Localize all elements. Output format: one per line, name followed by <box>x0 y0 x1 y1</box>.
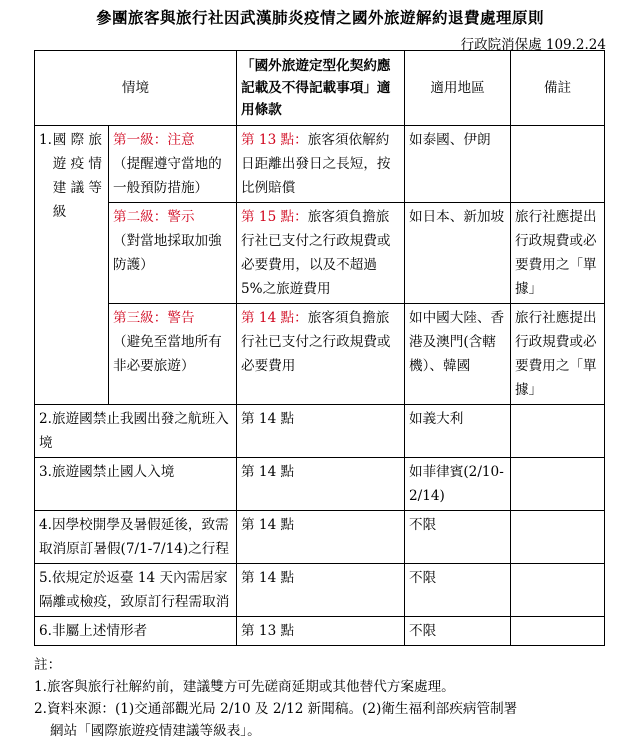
clause-point: 第 15 點： <box>241 209 308 225</box>
situation-cell: 4.因學校開學及暑假延後，致需取消原訂暑假(7/1-7/14)之行程 <box>35 511 237 564</box>
clause-point: 第 14 點： <box>241 310 308 326</box>
level-cell <box>109 126 237 203</box>
clause-cell: 第 14 點 <box>237 405 405 458</box>
table-row <box>35 405 605 458</box>
table-row-level-2 <box>35 203 605 304</box>
category-number: 1. <box>39 132 52 148</box>
region-cell: 如日本、新加坡 <box>405 203 511 304</box>
remark-cell <box>511 564 605 617</box>
notes-label: 註： <box>34 657 62 673</box>
level-cell <box>109 304 237 405</box>
level-name: 第三級：警告 <box>113 310 195 326</box>
remark-cell: 旅行社應提出行政規費或必要費用之「單據」 <box>511 304 605 405</box>
clause-cell <box>237 203 405 304</box>
header-remark: 備註 <box>511 51 605 126</box>
refund-principles-table <box>34 50 605 646</box>
level-desc: （對當地採取加強防護） <box>113 233 222 273</box>
level-desc: （提醒遵守當地的一般預防措施） <box>113 156 222 196</box>
region-cell: 如泰國、伊朗 <box>405 126 511 203</box>
document-title: 參團旅客與旅行社因武漢肺炎疫情之國外旅遊解約退費處理原則 <box>95 8 544 27</box>
note-1: 1.旅客與旅行社解約前，建議雙方可先磋商延期或其他替代方案處理。 <box>34 679 455 695</box>
remark-cell <box>511 511 605 564</box>
category-label: 國際旅遊疫情建議等級 <box>52 132 104 220</box>
header-clause: 「國外旅遊定型化契約應記載及不得記載事項」適用條款 <box>237 51 405 126</box>
clause-cell: 第 14 點 <box>237 511 405 564</box>
level-name: 第二級：警示 <box>113 209 195 225</box>
region-cell: 不限 <box>405 617 511 646</box>
table-row-level-3 <box>35 304 605 405</box>
clause-text: 旅客須依解約日距離出發日之長短，按比例賠償 <box>241 132 391 196</box>
situation-cell: 3.旅遊國禁止國人入境 <box>35 458 237 511</box>
table-row <box>35 564 605 617</box>
clause-cell: 第 14 點 <box>237 564 405 617</box>
remark-cell <box>511 617 605 646</box>
situation-cell: 6.非屬上述情形者 <box>35 617 237 646</box>
note-2: 2.資料來源：(1)交通部觀光局 2/10 及 2/12 新聞稿。(2)衛生福利部疾病管制署 <box>34 701 518 717</box>
clause-cell <box>237 304 405 405</box>
table-row-level-1 <box>35 126 605 203</box>
region-cell: 不限 <box>405 564 511 617</box>
notes-section <box>34 654 614 742</box>
level-name: 第一級：注意 <box>113 132 195 148</box>
source-label: 行政院消保處 109.2.24 <box>460 37 606 53</box>
remark-cell <box>511 458 605 511</box>
header-region: 適用地區 <box>405 51 511 126</box>
clause-point: 第 13 點： <box>241 132 308 148</box>
clause-cell: 第 14 點 <box>237 458 405 511</box>
header-situation: 情境 <box>35 51 237 126</box>
clause-text: 旅客須負擔旅行社已支付之行政規費或必要費用，以及不超過 5%之旅遊費用 <box>241 209 391 297</box>
clause-text: 旅客須負擔旅行社已支付之行政規費或必要費用 <box>241 310 391 374</box>
clause-cell <box>237 126 405 203</box>
level-desc: （避免至當地所有非必要旅遊） <box>113 334 222 374</box>
situation-cell: 2.旅遊國禁止我國出發之航班入境 <box>35 405 237 458</box>
header-row <box>35 51 605 126</box>
category-cell <box>35 126 109 405</box>
situation-cell: 5.依規定於返臺 14 天內需居家隔離或檢疫，致原訂行程需取消 <box>35 564 237 617</box>
level-cell <box>109 203 237 304</box>
region-cell: 不限 <box>405 511 511 564</box>
note-2-continued: 網站「國際旅遊疫情建議等級表」。 <box>50 723 261 739</box>
table-row <box>35 511 605 564</box>
region-cell: 如義大利 <box>405 405 511 458</box>
table-row <box>35 617 605 646</box>
remark-cell <box>511 405 605 458</box>
region-cell: 如菲律賓(2/10-2/14) <box>405 458 511 511</box>
remark-cell: 旅行社應提出行政規費或必要費用之「單據」 <box>511 203 605 304</box>
table-row <box>35 458 605 511</box>
remark-cell <box>511 126 605 203</box>
clause-cell: 第 13 點 <box>237 617 405 646</box>
region-cell: 如中國大陸、香港及澳門(含轄機）、韓國 <box>405 304 511 405</box>
